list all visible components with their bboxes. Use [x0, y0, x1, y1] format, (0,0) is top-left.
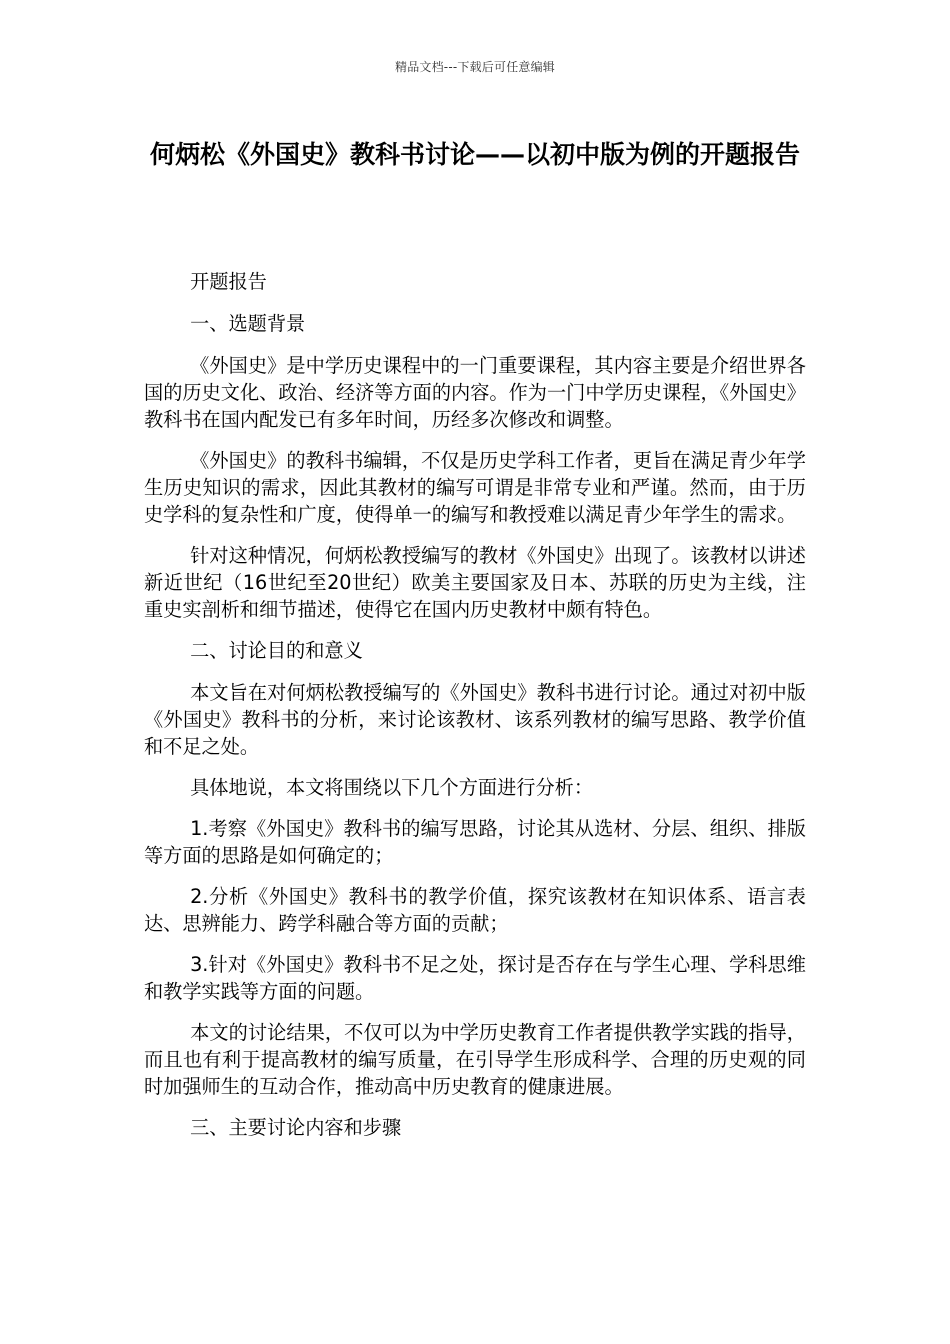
paragraph: 本文旨在对何炳松教授编写的《外国史》教科书进行讨论。通过对初中版《外国史》教科书的分析，来讨论该教材、该系列教材的编写思路、教学价值和不足之处。 — [144, 681, 806, 758]
list-item: 2.分析《外国史》教科书的教学价值，探究该教材在知识体系、语言表达、思辨能力、跨学科融合等方面的贡献； — [144, 885, 806, 935]
section-heading-purpose: 二、讨论目的和意义 — [190, 639, 363, 662]
document-title: 何炳松《外国史》教科书讨论——以初中版为例的开题报告 — [149, 140, 800, 169]
section-heading-content-steps: 三、主要讨论内容和步骤 — [190, 1116, 402, 1139]
paragraph: 具体地说，本文将围绕以下几个方面进行分析： — [190, 776, 594, 799]
paragraph: 针对这种情况，何炳松教授编写的教材《外国史》出现了。该教材以讲述新近世纪（16世纪至20世纪）欧美主要国家及日本、苏联的历史为主线，注重史实剖析和细节描述，使得它在国内历史教材中颇有特色。 — [144, 544, 806, 621]
paragraph: 本文的讨论结果，不仅可以为中学历史教育工作者提供教学实践的指导，而且也有利于提高教材的编写质量，在引导学生形成科学、合理的历史观的同时加强师生的互动合作，推动高中历史教育的健康进展。 — [144, 1021, 806, 1098]
list-item: 1.考察《外国史》教科书的编写思路，讨论其从选材、分层、组织、排版等方面的思路是如何确定的； — [144, 817, 806, 867]
document-body — [144, 268, 806, 1156]
paragraph: 《外国史》是中学历史课程中的一门重要课程，其内容主要是介绍世界各国的历史文化、政治、经济等方面的内容。作为一门中学历史课程，《外国史》教科书在国内配发已有多年时间，历经多次修改和调整。 — [144, 354, 806, 431]
header-note: 精品文档---下载后可任意编辑 — [395, 60, 555, 74]
section-heading-background: 一、选题背景 — [190, 312, 306, 335]
list-item: 3.针对《外国史》教科书不足之处，探讨是否存在与学生心理、学科思维和教学实践等方面的问题。 — [144, 953, 806, 1003]
section-label-proposal: 开题报告 — [190, 270, 267, 293]
paragraph: 《外国史》的教科书编辑，不仅是历史学科工作者，更旨在满足青少年学生历史知识的需求，因此其教材的编写可谓是非常专业和严谨。然而，由于历史学科的复杂性和广度，使得单一的编写和教授难以满足青少年学生的需求。 — [144, 449, 806, 526]
